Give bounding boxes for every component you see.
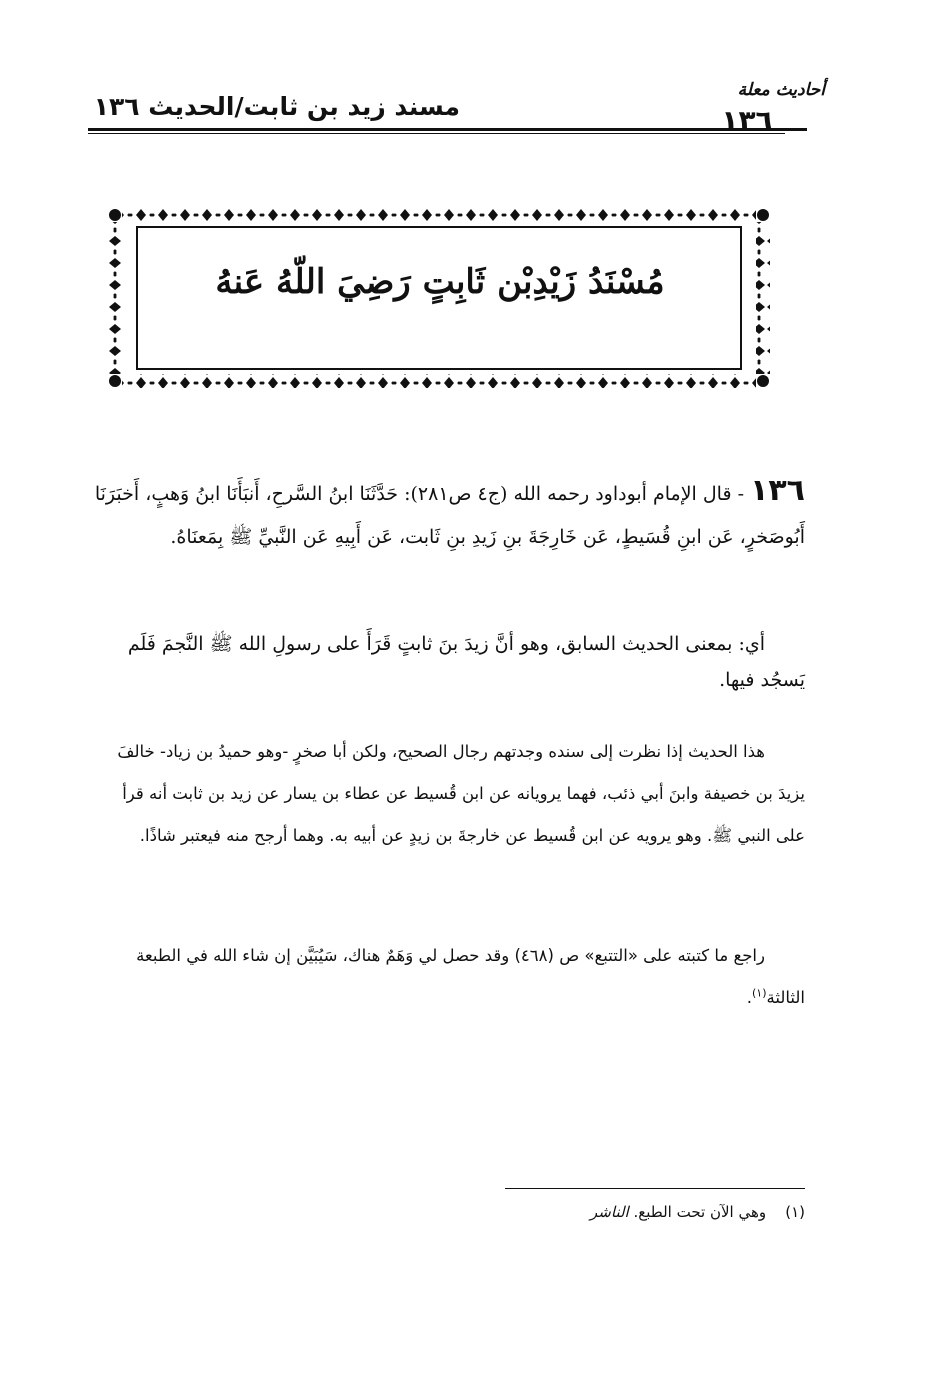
footnote-marker: (١) [785, 1203, 805, 1221]
footnote-reference[interactable]: (١) [752, 986, 767, 1000]
running-head: مسند زيد بن ثابت/الحديث ١٣٦ [93, 92, 460, 121]
hadith-text: - قال الإمام أبوداود رحمه الله (ج٤ ص٢٨١): حَدَّثَنَا ابنُ السَّرحِ، أَنبَأَنَا ابنُ وَهبٍ، أَخبَرَنَا أَبُوصَخرٍ، عَن ابنِ قُسَيطٍ، عَن خَارِجَةَ بنِ زَيدِ بنِ ثَابت، عَن أَبِيهِ عَن النَّبيِّ ﷺ بِمَعنَاهُ. [94, 483, 805, 548]
hadith-explanation: أي: بمعنى الحديث السابق، وهو أنَّ زيدَ بنَ ثابتٍ قَرَأَ على رسولِ الله ﷺ النَّجمَ فَلَم يَسجُد فيها. [127, 633, 805, 692]
commentary-paragraph-reference [90, 935, 805, 1019]
footnote-rule [505, 1188, 805, 1189]
commentary-end-period: . [746, 988, 752, 1008]
chapter-title: مُسْنَدُ زَيْدِبْن ثَابِتٍ رَضِيَ اللّهُ عَنهُ [215, 262, 665, 302]
page-number: ١٣٦ [721, 104, 773, 137]
footnote-signature: الناشر [590, 1203, 629, 1221]
footnote [540, 1203, 805, 1221]
page-number-rule [785, 128, 807, 131]
footnote-text: وهي الآن تحت الطبع. [633, 1203, 767, 1221]
commentary-text: راجع ما كتبته على «التتبع» ص (٤٦٨) وقد حصل لي وَهَمٌ هناك، سَيُبَيَّن إن شاء الله في الطبعة الثالثة [136, 946, 805, 1008]
hadith-number: ١٣٦ [750, 473, 805, 508]
header-rule-thin [88, 133, 785, 134]
hadith-paragraph [90, 462, 805, 555]
header-rule [88, 128, 785, 131]
book-title-mark: أحاديث معلة [737, 80, 825, 100]
commentary-paragraph: هذا الحديث إذا نظرت إلى سنده وجدتهم رجال الصحيح، ولكن أبا صخرٍ -وهو حميدُ بن زياد- خالفَ يزيدَ بن خصيفة وابنَ أبي ذئب، فهما يرويانه عن ابن قُسيط عن عطاء بن يسار عن زيد بن ثابت أنه قرأ على النبي ﷺ. وهو يرويه عن ابن قُسيط عن خارجةَ بن زيدٍ عن أبيه به. وهما أرجح منه فيعتبر شاذًا. [117, 742, 805, 846]
